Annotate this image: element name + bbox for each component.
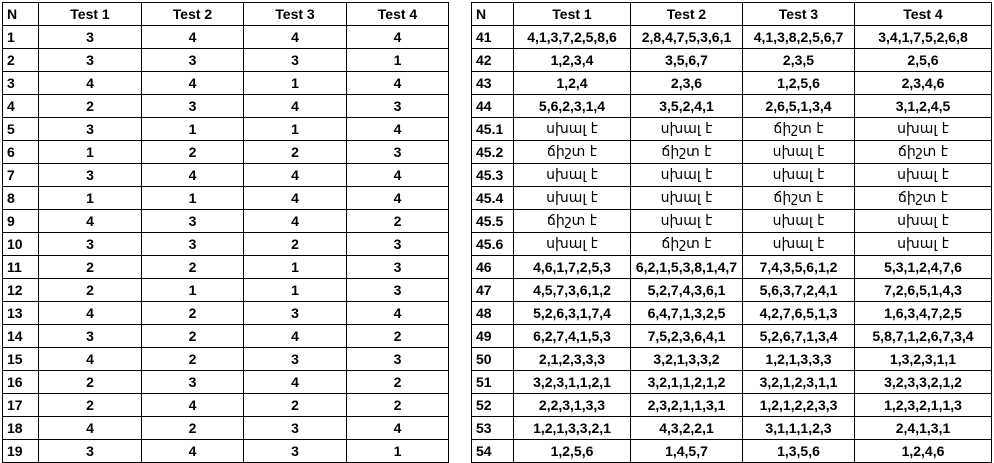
answer-cell-test-2: 3,5,2,4,1 (631, 95, 743, 118)
row-number-cell: 19 (3, 440, 39, 463)
answer-cell-test-1: 2 (39, 279, 142, 302)
answer-cell-test-4: 1,2,3,2,1,1,3 (855, 394, 992, 417)
header-test-4: Test 4 (347, 3, 449, 26)
answer-cell-test-3: 1,2,1,3,3,3 (743, 348, 855, 371)
header-n: N (472, 3, 514, 26)
table-row (472, 325, 992, 348)
answer-cell-test-4: 5,8,7,1,2,6,7,3,4 (855, 325, 992, 348)
answer-cell-test-1: 1 (39, 141, 142, 164)
answer-cell-test-2: ճիշտ է (631, 141, 743, 164)
answer-cell-test-2: 1 (142, 279, 244, 302)
table-row (472, 256, 992, 279)
header-test-1: Test 1 (39, 3, 142, 26)
row-number-cell: 7 (3, 164, 39, 187)
table-row (472, 95, 992, 118)
row-number-cell: 8 (3, 187, 39, 210)
answer-cell-test-2: 3,2,1,3,3,2 (631, 348, 743, 371)
table-row (472, 394, 992, 417)
answer-cell-test-2: 4 (142, 72, 244, 95)
table-row (3, 256, 449, 279)
table-row (3, 233, 449, 256)
row-number-cell: 45.1 (472, 118, 514, 141)
answer-cell-test-1: ճիշտ է (514, 141, 631, 164)
answer-cell-test-4: ճիշտ է (855, 141, 992, 164)
table-row (3, 279, 449, 302)
answer-cell-test-4: սխալ է (855, 233, 992, 256)
answers-table-right (471, 2, 992, 463)
answer-cell-test-4: 2,5,6 (855, 49, 992, 72)
answer-cell-test-2: 3 (142, 95, 244, 118)
answer-cell-test-4: 2 (347, 371, 449, 394)
answer-cell-test-3: սխալ է (743, 141, 855, 164)
row-number-cell: 48 (472, 302, 514, 325)
header-row (3, 3, 449, 26)
answer-cell-test-4: 4 (347, 118, 449, 141)
table-row (3, 164, 449, 187)
answer-cell-test-2: 7,5,2,3,6,4,1 (631, 325, 743, 348)
table-row (472, 440, 992, 463)
table-row (472, 210, 992, 233)
row-number-cell: 45.2 (472, 141, 514, 164)
answer-cell-test-2: 5,2,7,4,3,6,1 (631, 279, 743, 302)
header-test-3: Test 3 (743, 3, 855, 26)
table-row (472, 371, 992, 394)
answer-cell-test-1: սխալ է (514, 164, 631, 187)
header-test-2: Test 2 (631, 3, 743, 26)
answer-cell-test-2: 2,3,2,1,1,3,1 (631, 394, 743, 417)
row-number-cell: 5 (3, 118, 39, 141)
table-row (472, 141, 992, 164)
answer-cell-test-2: 4 (142, 164, 244, 187)
answer-cell-test-1: 3 (39, 325, 142, 348)
answer-cell-test-2: 2,8,4,7,5,3,6,1 (631, 26, 743, 49)
answer-cell-test-1: 5,2,6,3,1,7,4 (514, 302, 631, 325)
table-row (3, 95, 449, 118)
table-row (3, 141, 449, 164)
answer-cell-test-1: 1 (39, 187, 142, 210)
row-number-cell: 43 (472, 72, 514, 95)
answer-cell-test-2: 4 (142, 394, 244, 417)
row-number-cell: 4 (3, 95, 39, 118)
answer-cell-test-4: 2 (347, 394, 449, 417)
table-row (3, 348, 449, 371)
answer-cell-test-2: 4 (142, 440, 244, 463)
answer-cell-test-3: 4 (244, 187, 347, 210)
header-test-3: Test 3 (244, 3, 347, 26)
answer-cell-test-2: 6,2,1,5,3,8,1,4,7 (631, 256, 743, 279)
answer-cell-test-1: 1,2,3,4 (514, 49, 631, 72)
table-row (472, 417, 992, 440)
answer-cell-test-3: 1 (244, 256, 347, 279)
row-number-cell: 10 (3, 233, 39, 256)
answer-cell-test-2: 2 (142, 417, 244, 440)
answer-cell-test-3: 1 (244, 279, 347, 302)
table-row (472, 302, 992, 325)
answer-cell-test-3: 1 (244, 72, 347, 95)
table-row (472, 26, 992, 49)
row-number-cell: 14 (3, 325, 39, 348)
table-row (3, 118, 449, 141)
answer-cell-test-4: 3,4,1,7,5,2,6,8 (855, 26, 992, 49)
answer-cell-test-1: 3 (39, 118, 142, 141)
answer-cell-test-4: 4 (347, 72, 449, 95)
answer-cell-test-1: 4 (39, 417, 142, 440)
answer-cell-test-4: 3 (347, 141, 449, 164)
answer-cell-test-4: 2,4,1,3,1 (855, 417, 992, 440)
answer-cell-test-1: 4 (39, 210, 142, 233)
table-row (3, 72, 449, 95)
answer-cell-test-3: 2 (244, 233, 347, 256)
answer-cell-test-2: ճիշտ է (631, 233, 743, 256)
answer-cell-test-2: 2 (142, 141, 244, 164)
answer-cell-test-1: 2 (39, 394, 142, 417)
row-number-cell: 45.3 (472, 164, 514, 187)
row-number-cell: 44 (472, 95, 514, 118)
header-row (472, 3, 992, 26)
answer-cell-test-3: 5,6,3,7,2,4,1 (743, 279, 855, 302)
answer-cell-test-4: 1 (347, 440, 449, 463)
answers-table-left (2, 2, 449, 463)
answer-cell-test-1: 4 (39, 348, 142, 371)
answer-cell-test-4: 3,1,2,4,5 (855, 95, 992, 118)
table-row (3, 394, 449, 417)
answer-cell-test-3: սխալ է (743, 164, 855, 187)
answer-cell-test-1: 3 (39, 49, 142, 72)
answer-cell-test-2: սխալ է (631, 187, 743, 210)
answer-cell-test-1: 4,5,7,3,6,1,2 (514, 279, 631, 302)
answer-cell-test-4: 2,3,4,6 (855, 72, 992, 95)
answer-cell-test-3: 3,1,1,1,2,3 (743, 417, 855, 440)
row-number-cell: 12 (3, 279, 39, 302)
header-test-4: Test 4 (855, 3, 992, 26)
row-number-cell: 15 (3, 348, 39, 371)
row-number-cell: 42 (472, 49, 514, 72)
answer-cell-test-1: ճիշտ է (514, 210, 631, 233)
header-n: N (3, 3, 39, 26)
answer-cell-test-1: 3,2,3,1,1,2,1 (514, 371, 631, 394)
answer-cell-test-2: 3 (142, 49, 244, 72)
table-row (3, 371, 449, 394)
answer-cell-test-1: 3 (39, 440, 142, 463)
answer-cell-test-1: 1,2,4 (514, 72, 631, 95)
header-test-2: Test 2 (142, 3, 244, 26)
table-row (3, 302, 449, 325)
answer-cell-test-1: սխալ է (514, 233, 631, 256)
answer-cell-test-3: 1,2,1,2,2,3,3 (743, 394, 855, 417)
table-row (472, 72, 992, 95)
answer-cell-test-3: 4,1,3,8,2,5,6,7 (743, 26, 855, 49)
row-number-cell: 17 (3, 394, 39, 417)
row-number-cell: 45.4 (472, 187, 514, 210)
row-number-cell: 2 (3, 49, 39, 72)
answer-cell-test-3: սխալ է (743, 210, 855, 233)
answer-cell-test-2: 3 (142, 233, 244, 256)
answer-cell-test-1: 4,6,1,7,2,5,3 (514, 256, 631, 279)
answer-cell-test-1: 2,2,3,1,3,3 (514, 394, 631, 417)
answer-cell-test-4: ճիշտ է (855, 187, 992, 210)
answer-cell-test-2: սխալ է (631, 118, 743, 141)
row-number-cell: 18 (3, 417, 39, 440)
table-row (472, 49, 992, 72)
answer-cell-test-4: 4 (347, 417, 449, 440)
answer-cell-test-4: 1,6,3,4,7,2,5 (855, 302, 992, 325)
answer-cell-test-4: 1 (347, 49, 449, 72)
answer-cell-test-3: 3 (244, 49, 347, 72)
answer-cell-test-4: 3 (347, 95, 449, 118)
answer-cell-test-1: 2 (39, 95, 142, 118)
answer-cell-test-2: 3,2,1,1,2,1,2 (631, 371, 743, 394)
row-number-cell: 54 (472, 440, 514, 463)
row-number-cell: 51 (472, 371, 514, 394)
answer-cell-test-3: 3 (244, 417, 347, 440)
row-number-cell: 49 (472, 325, 514, 348)
answer-cell-test-2: 3,5,6,7 (631, 49, 743, 72)
answer-cell-test-1: 1,2,5,6 (514, 440, 631, 463)
answer-cell-test-2: 4 (142, 26, 244, 49)
answer-cell-test-4: 1,2,4,6 (855, 440, 992, 463)
table-row (3, 325, 449, 348)
table-row (472, 233, 992, 256)
answer-cell-test-2: սխալ է (631, 210, 743, 233)
answer-cell-test-3: 2,3,5 (743, 49, 855, 72)
answer-cell-test-2: սխալ է (631, 164, 743, 187)
answer-cell-test-3: 2 (244, 141, 347, 164)
row-number-cell: 52 (472, 394, 514, 417)
answer-cell-test-3: 1 (244, 118, 347, 141)
answer-cell-test-3: 2,6,5,1,3,4 (743, 95, 855, 118)
answer-cell-test-4: 7,2,6,5,1,4,3 (855, 279, 992, 302)
answer-cell-test-1: 4 (39, 72, 142, 95)
answer-cell-test-3: ճիշտ է (743, 187, 855, 210)
answer-cell-test-1: սխալ է (514, 187, 631, 210)
row-number-cell: 41 (472, 26, 514, 49)
answer-cell-test-1: 1,2,1,3,3,2,1 (514, 417, 631, 440)
table-row (472, 187, 992, 210)
answer-cell-test-3: 5,2,6,7,1,3,4 (743, 325, 855, 348)
answer-cell-test-4: 5,3,1,2,4,7,6 (855, 256, 992, 279)
answer-cell-test-1: 2 (39, 371, 142, 394)
answer-cell-test-3: 4 (244, 371, 347, 394)
answer-cell-test-4: 4 (347, 302, 449, 325)
answer-cell-test-3: 3 (244, 348, 347, 371)
answer-cell-test-1: 2 (39, 256, 142, 279)
answer-cell-test-2: 1 (142, 187, 244, 210)
answer-cell-test-4: 2 (347, 325, 449, 348)
row-number-cell: 1 (3, 26, 39, 49)
answer-cell-test-4: 4 (347, 187, 449, 210)
answer-cell-test-4: 3 (347, 279, 449, 302)
header-test-1: Test 1 (514, 3, 631, 26)
answer-cell-test-4: 3 (347, 348, 449, 371)
answer-cell-test-3: սխալ է (743, 233, 855, 256)
answer-cell-test-3: 4 (244, 210, 347, 233)
answer-cell-test-4: սխալ է (855, 210, 992, 233)
answer-cell-test-4: 4 (347, 26, 449, 49)
answer-cell-test-3: 1,3,5,6 (743, 440, 855, 463)
answer-cell-test-4: 3 (347, 256, 449, 279)
table-row (3, 210, 449, 233)
answer-cell-test-3: 4 (244, 26, 347, 49)
answer-cell-test-1: 5,6,2,3,1,4 (514, 95, 631, 118)
answer-cell-test-2: 2 (142, 302, 244, 325)
answer-cell-test-2: 3 (142, 210, 244, 233)
row-number-cell: 9 (3, 210, 39, 233)
answer-cell-test-1: 4,1,3,7,2,5,8,6 (514, 26, 631, 49)
row-number-cell: 6 (3, 141, 39, 164)
answer-cell-test-4: 2 (347, 210, 449, 233)
table-row (3, 26, 449, 49)
table-row (472, 118, 992, 141)
answer-cell-test-2: 2,3,6 (631, 72, 743, 95)
answer-cell-test-4: 4 (347, 164, 449, 187)
answer-cell-test-3: 2 (244, 394, 347, 417)
row-number-cell: 47 (472, 279, 514, 302)
row-number-cell: 45.6 (472, 233, 514, 256)
row-number-cell: 3 (3, 72, 39, 95)
answer-cell-test-3: 7,4,3,5,6,1,2 (743, 256, 855, 279)
row-number-cell: 11 (3, 256, 39, 279)
answer-cell-test-3: 3,2,1,2,3,1,1 (743, 371, 855, 394)
answer-cell-test-2: 6,4,7,1,3,2,5 (631, 302, 743, 325)
row-number-cell: 45.5 (472, 210, 514, 233)
answer-cell-test-2: 2 (142, 325, 244, 348)
answer-cell-test-1: 3 (39, 233, 142, 256)
answer-cell-test-2: 1 (142, 118, 244, 141)
row-number-cell: 53 (472, 417, 514, 440)
answer-cell-test-1: 2,1,2,3,3,3 (514, 348, 631, 371)
answer-cell-test-2: 1,4,5,7 (631, 440, 743, 463)
table-row (3, 417, 449, 440)
answer-cell-test-4: սխալ է (855, 164, 992, 187)
answer-cell-test-2: 2 (142, 348, 244, 371)
answer-cell-test-1: 3 (39, 26, 142, 49)
row-number-cell: 13 (3, 302, 39, 325)
table-row (472, 164, 992, 187)
answer-cell-test-3: 1,2,5,6 (743, 72, 855, 95)
answer-cell-test-4: 1,3,2,3,1,1 (855, 348, 992, 371)
answer-cell-test-3: 4 (244, 95, 347, 118)
table-row (472, 348, 992, 371)
answer-cell-test-2: 3 (142, 371, 244, 394)
row-number-cell: 46 (472, 256, 514, 279)
answer-cell-test-4: սխալ է (855, 118, 992, 141)
answer-cell-test-1: 4 (39, 302, 142, 325)
answer-cell-test-3: ճիշտ է (743, 118, 855, 141)
answer-cell-test-3: 3 (244, 302, 347, 325)
row-number-cell: 50 (472, 348, 514, 371)
table-row (472, 279, 992, 302)
answer-cell-test-4: 3 (347, 233, 449, 256)
answer-cell-test-1: սխալ է (514, 118, 631, 141)
answer-cell-test-4: 3,2,3,3,2,1,2 (855, 371, 992, 394)
answer-cell-test-3: 3 (244, 440, 347, 463)
answer-cell-test-1: 3 (39, 164, 142, 187)
row-number-cell: 16 (3, 371, 39, 394)
answer-cell-test-2: 2 (142, 256, 244, 279)
table-row (3, 49, 449, 72)
answer-cell-test-2: 4,3,2,2,1 (631, 417, 743, 440)
table-row (3, 440, 449, 463)
answer-cell-test-1: 6,2,7,4,1,5,3 (514, 325, 631, 348)
answer-cell-test-3: 4,2,7,6,5,1,3 (743, 302, 855, 325)
answer-cell-test-3: 4 (244, 164, 347, 187)
answer-cell-test-3: 4 (244, 325, 347, 348)
table-row (3, 187, 449, 210)
